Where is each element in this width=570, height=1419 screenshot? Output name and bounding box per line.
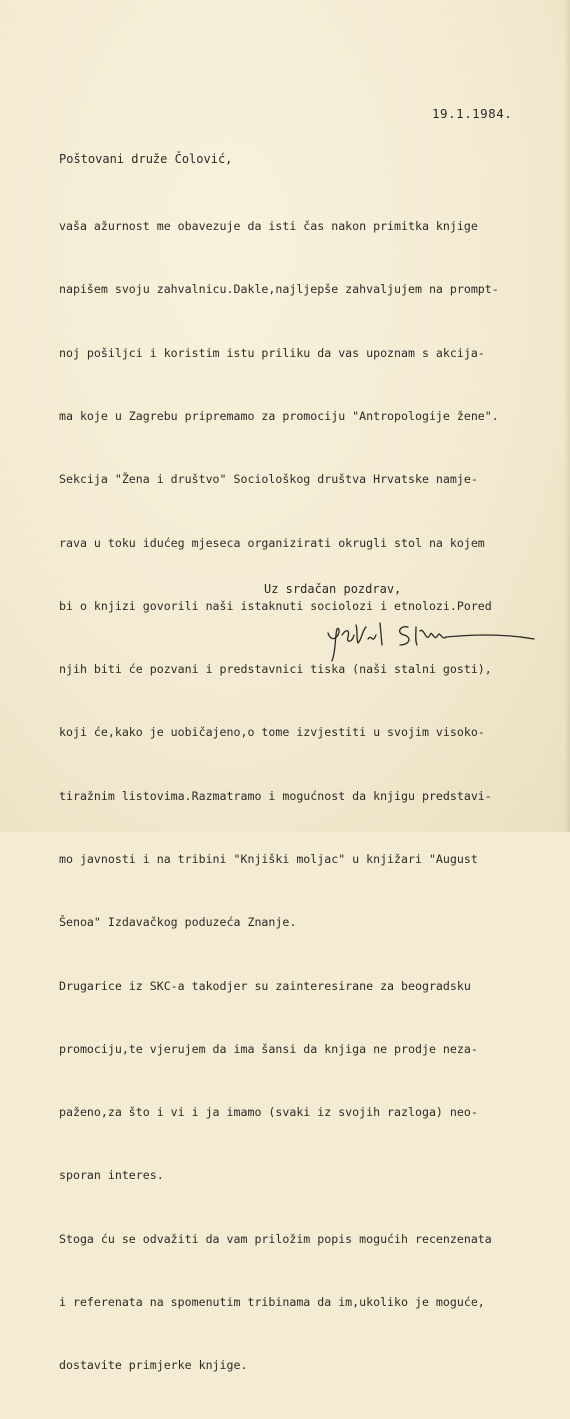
body-line: noj pošiljci i koristim istu priliku da vas upoznam s akcija- bbox=[59, 345, 485, 360]
body-line: Šenoa" Izdavačkog poduzeća Znanje. bbox=[59, 915, 297, 930]
body-line: Stoga ću se odvažiti da vam priložim popis mogućih recenzenata bbox=[59, 1231, 492, 1246]
body-line: ma koje u Zagrebu pripremamo za promociju "Antropologije žene". bbox=[59, 409, 499, 424]
body-line: tiražnim listovima.Razmatramo i mogućnost da knjigu predstavi- bbox=[59, 788, 492, 803]
body-line: napišem svoju zahvalnicu.Dakle,najljepše zahvaljujem na prompt- bbox=[59, 282, 499, 297]
body-line: koji će,kako je uobičajeno,o tome izvjestiti u svojim visoko- bbox=[59, 725, 485, 740]
page-edge-shadow bbox=[564, 0, 570, 832]
body-line: paženo,za što i vi i ja imamo (svaki iz svojih razloga) neo- bbox=[59, 1105, 478, 1120]
handwritten-signature bbox=[320, 605, 540, 675]
letter-date: 19.1.1984. bbox=[432, 106, 513, 121]
letter-salutation: Poštovani druže Čolović, bbox=[59, 152, 233, 166]
body-line: Drugarice iz SKC-a takodjer su zainteresirane za beogradsku bbox=[59, 978, 471, 993]
body-line: Sekcija "Žena i društvo" Sociološkog društva Hrvatske namje- bbox=[59, 472, 478, 487]
letter-closing: Uz srdačan pozdrav, bbox=[264, 582, 402, 596]
body-line: dostavite primjerke knjige. bbox=[59, 1358, 248, 1373]
body-line: mo javnosti i na tribini "Knjiški moljac" u knjižari "August bbox=[59, 852, 478, 866]
body-line: bi o knjizi govorili naši istaknuti sociolozi i etnolozi.Pored bbox=[59, 598, 492, 613]
body-line: rava u toku idućeg mjeseca organizirati okrugli stol na kojem bbox=[59, 535, 485, 550]
body-line: sporan interes. bbox=[59, 1168, 164, 1183]
body-line: vaša ažurnost me obavezuje da isti čas nakon primitka knjige bbox=[59, 219, 478, 234]
body-line: i referenata na spomenutim tribinama da im,ukoliko je moguće, bbox=[59, 1294, 485, 1309]
body-line: promociju,te vjerujem da ima šansi da knjiga ne prodje neza- bbox=[59, 1041, 478, 1056]
letter-body bbox=[59, 174, 499, 1419]
body-line: njih biti će pozvani i predstavnici tiska (naši stalni gosti), bbox=[59, 662, 492, 677]
